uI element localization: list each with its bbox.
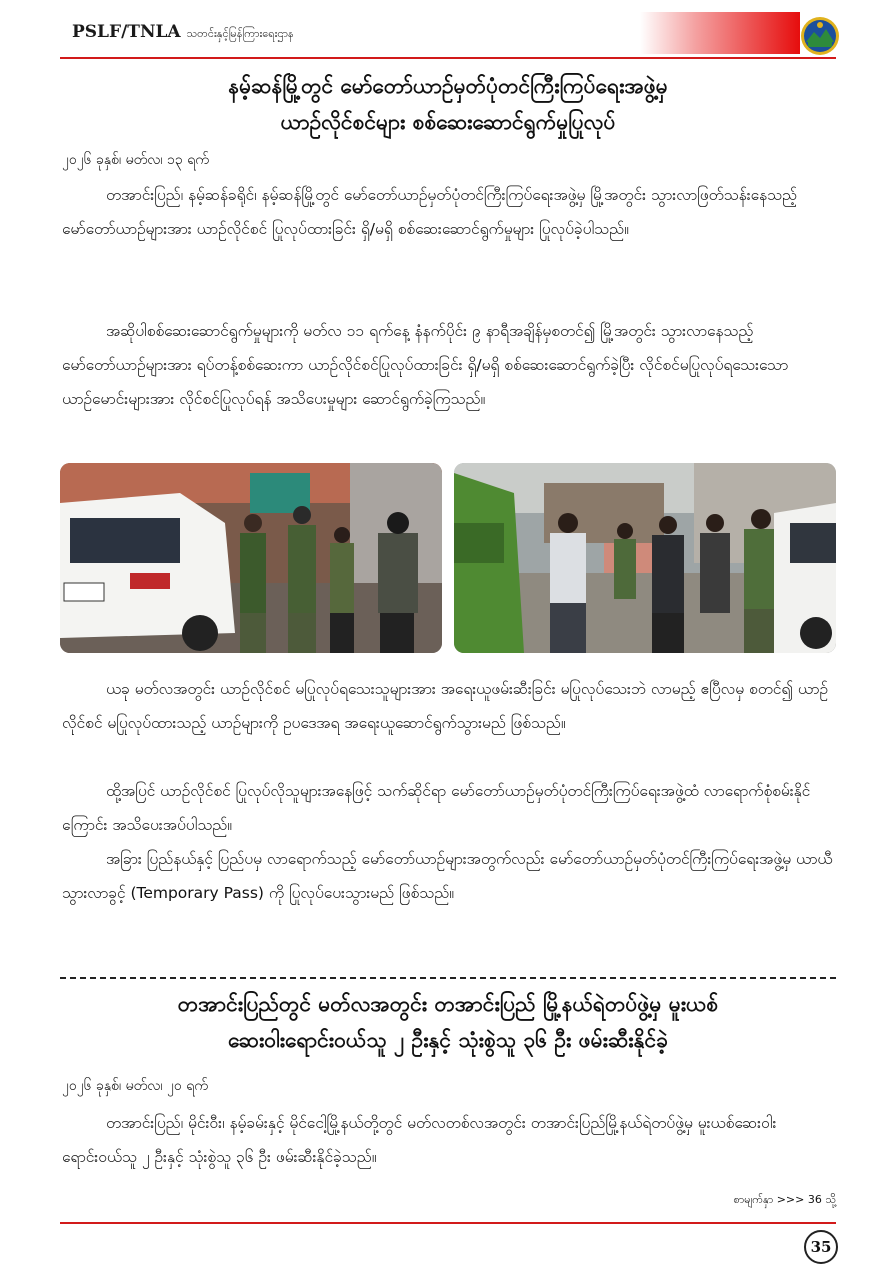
article1-headline-line2: ယာဉ်လိုင်စင်များ စစ်ဆေးဆောင်ရွက်မှုပြုလုပ်: [280, 110, 616, 134]
article1-paragraph-1: တအာင်းပြည်၊ နမ့်ဆန်ခရိုင်၊ နမ့်ဆန်မြို့တွင် မော်တော်ယာဉ်မှတ်ပုံတင်ကြီးကြပ်ရေးအဖွဲ့မှ မြို့အတွင်း သွားလာဖြတ်သန်းနေသည့် မော်တော်ယာဉ်များအား ယာဉ်လိုင်စင် ပြုလုပ်ထားခြင်း ရှိ/မရှိ စစ်ဆေးဆောင်ရွက်မှုများ ပြုလုပ်ခဲ့ပါသည်။: [62, 186, 798, 238]
article1-photo-left: [60, 463, 442, 653]
page-number: 35: [804, 1230, 838, 1264]
header-rule: [60, 57, 836, 59]
article1-headline-line1: နမ့်ဆန်မြို့တွင် မော်တော်ယာဉ်မှတ်ပုံတင်ကြီးကြပ်ရေးအဖွဲ့မှ: [228, 74, 668, 98]
page-header: [0, 0, 896, 60]
article1-photo-right: [454, 463, 836, 653]
article-divider: [60, 977, 836, 979]
footer-rule: [60, 1222, 836, 1224]
article1-headline: [60, 68, 836, 140]
brand-subtitle: သတင်းနှင့်မြန်ကြားရေးဌာန: [186, 27, 294, 40]
organization-logo-icon: [800, 16, 840, 56]
article1-paragraph-3: ယခု မတ်လအတွင်း ယာဉ်လိုင်စင် မပြုလုပ်ရသေးသူများအား အရေးယူဖမ်းဆီးခြင်း မပြုလုပ်သေးဘဲ လာမည့် ဧပြီလမှ စတင်၍ ယာဉ်လိုင်စင် မပြုလုပ်ထားသည့် ယာဉ်များကို ဥပဒေအရ အရေးယူဆောင်ရွက်သွားမည် ဖြစ်သည်။: [62, 680, 828, 732]
article1-date: ၂၀၂၆ ခုနှစ်၊ မတ်လ၊ ၁၃ ရက်: [62, 152, 209, 168]
checkpoint-photo-image: [60, 463, 442, 653]
article2-paragraph: တအာင်းပြည်၊ မိုင်းဝီး၊ နမ့်ခမ်းနှင့် မိုင်ငေါ့မြို့နယ်တို့တွင် မတ်လတစ်လအတွင်း တအာင်းပြည်မြို့နယ်ရဲတပ်ဖွဲ့မှ မူးယစ်ဆေးဝါးရောင်းဝယ်သူ ၂ ဦးနှင့် သုံးစွဲသူ ၃၆ ဦး ဖမ်းဆီးနိုင်ခဲ့သည်။: [62, 1114, 777, 1166]
header-red-band: [640, 12, 800, 54]
article1-paragraph-4: ထို့အပြင် ယာဉ်လိုင်စင် ပြုလုပ်လိုသူများအနေဖြင့် သက်ဆိုင်ရာ မော်တော်ယာဉ်မှတ်ပုံတင်ကြီးကြပ်ရေးအဖွဲ့ထံ လာရောက်စုံစမ်းနိုင်ကြောင်း အသိပေးအပ်ပါသည်။: [62, 782, 811, 834]
brand-name: PSLF/TNLA: [72, 22, 181, 42]
article1-paragraph-5: အခြား ပြည်နယ်နှင့် ပြည်ပမှ လာရောက်သည့် မော်တော်ယာဉ်များအတွက်လည်း မော်တော်ယာဉ်မှတ်ပုံတင်ကြီးကြပ်ရေးအဖွဲ့မှ ယာယီသွားလာခွင့် (Temporary Pass) ကို ပြုလုပ်ပေးသွားမည် ဖြစ်သည်။: [62, 850, 833, 902]
article2-date: ၂၀၂၆ ခုနှစ်၊ မတ်လ၊ ၂၀ ရက်: [62, 1078, 208, 1094]
continuation-note: စာမျက်နှာ >>> 36 သို့: [733, 1193, 836, 1206]
header-brand: [72, 22, 294, 43]
article2-headline-line1: တအာင်းပြည်တွင် မတ်လအတွင်း တအာင်းပြည် မြို့နယ်ရဲတပ်ဖွဲ့မှ မူးယစ်: [177, 992, 719, 1016]
article2-headline-line2: ဆေးဝါးရောင်းဝယ်သူ ၂ ဦးနှင့် သုံးစွဲသူ ၃၆ ဦး ဖမ်းဆီးနိုင်ခဲ့: [228, 1028, 668, 1052]
roadside-inspection-image: [454, 463, 836, 653]
article2-headline: [60, 986, 836, 1058]
article1-paragraph-2: အဆိုပါစစ်ဆေးဆောင်ရွက်မှုများကို မတ်လ ၁၁ ရက်နေ့ နံနက်ပိုင်း ၉ နာရီအချိန်မှစတင်၍ မြို့အတွင်း သွားလာနေသည့် မော်တော်ယာဉ်များအား ရပ်တန့်စစ်ဆေးကာ ယာဉ်လိုင်စင်ပြုလုပ်ထားခြင်း ရှိ/မရှိ စစ်ဆေးဆောင်ရွက်ခဲ့ပြီး လိုင်စင်မပြုလုပ်ရသေးသော ယာဉ်မောင်းများအား လိုင်စင်ပြုလုပ်ရန် အသိပေးမှုများ ဆောင်ရွက်ခဲ့ကြသည်။: [62, 322, 789, 408]
